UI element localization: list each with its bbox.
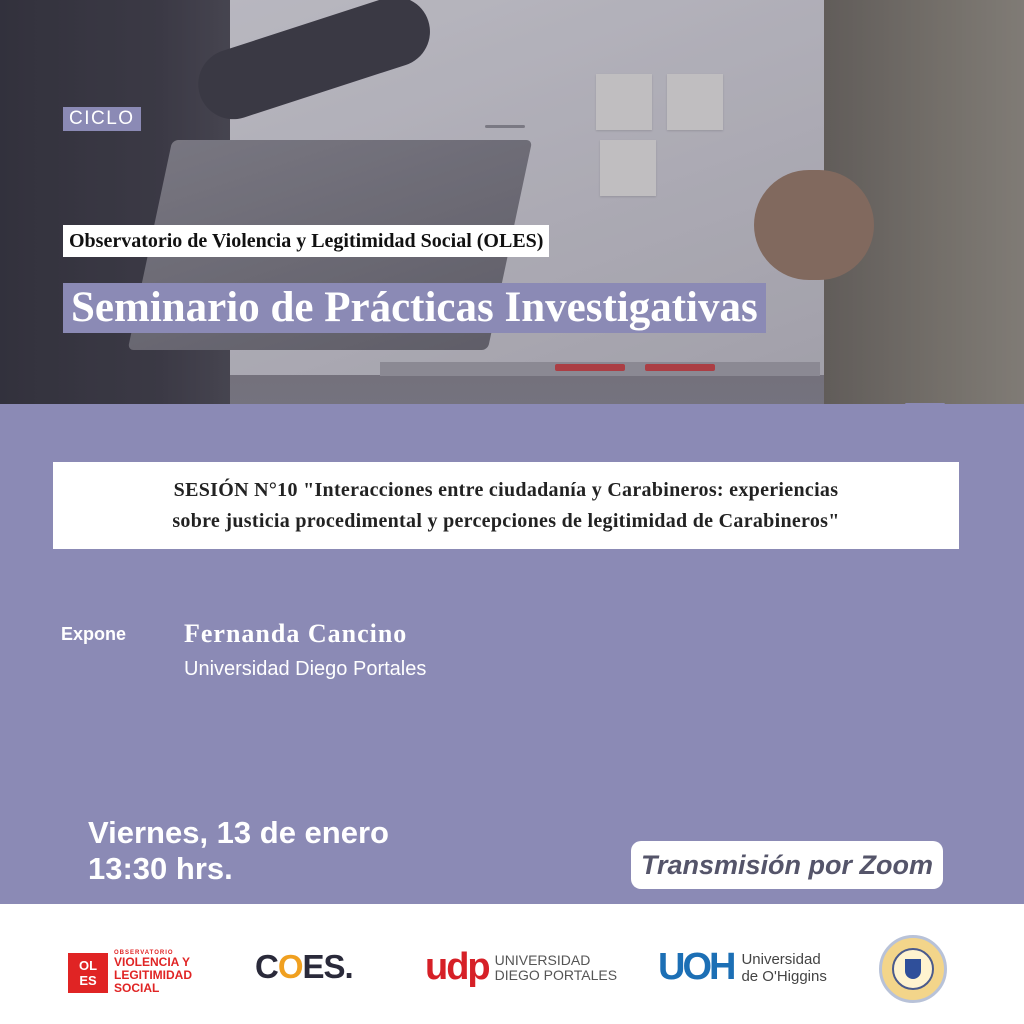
hero-photo — [0, 0, 1024, 404]
coes-logo: C O ES. — [255, 948, 353, 985]
oles-logo — [68, 950, 192, 995]
speaker-name: Fernanda Cancino — [184, 619, 408, 648]
uoh-mark: UOH — [658, 946, 734, 988]
ciclo-label: CICLO — [63, 107, 141, 131]
session-title-line1: SESIÓN N°10 "Interacciones entre ciudadanía y Carabineros: experiencias — [173, 478, 839, 501]
uoh-logo — [658, 946, 827, 989]
event-date: Viernes, 13 de enero — [88, 815, 389, 850]
speaker-affiliation: Universidad Diego Portales — [184, 658, 427, 680]
seal-inner — [892, 948, 934, 990]
zoom-transmission-button[interactable]: Transmisión por Zoom — [631, 841, 943, 889]
session-title — [172, 475, 839, 537]
udp-mark: udp — [425, 946, 489, 988]
oles-mark: OL ES — [68, 953, 108, 993]
event-time: 13:30 hrs. — [88, 851, 233, 886]
university-seal-icon — [879, 935, 947, 1003]
session-box — [53, 462, 959, 549]
udp-logo — [425, 946, 617, 989]
uoh-wordmark: Universidad de O'Higgins — [741, 950, 827, 985]
sponsor-footer — [0, 904, 1024, 1024]
organization-title: Observatorio de Violencia y Legitimidad Social (OLES) — [63, 225, 549, 257]
shield-icon — [905, 959, 921, 979]
session-title-line2: sobre justicia procedimental y percepciones de legitimidad de Carabineros" — [172, 509, 840, 532]
speech-notch — [905, 403, 945, 433]
seminar-title: Seminario de Prácticas Investigativas — [63, 283, 766, 333]
event-datetime — [88, 815, 389, 887]
hero-overlay — [0, 0, 1024, 404]
udp-wordmark: UNIVERSIDAD DIEGO PORTALES — [494, 951, 618, 983]
oles-wordmark: OBSERVATORIO VIOLENCIA Y LEGITIMIDAD SOCIAL — [114, 950, 192, 995]
speaker-label: Expone — [61, 624, 127, 644]
